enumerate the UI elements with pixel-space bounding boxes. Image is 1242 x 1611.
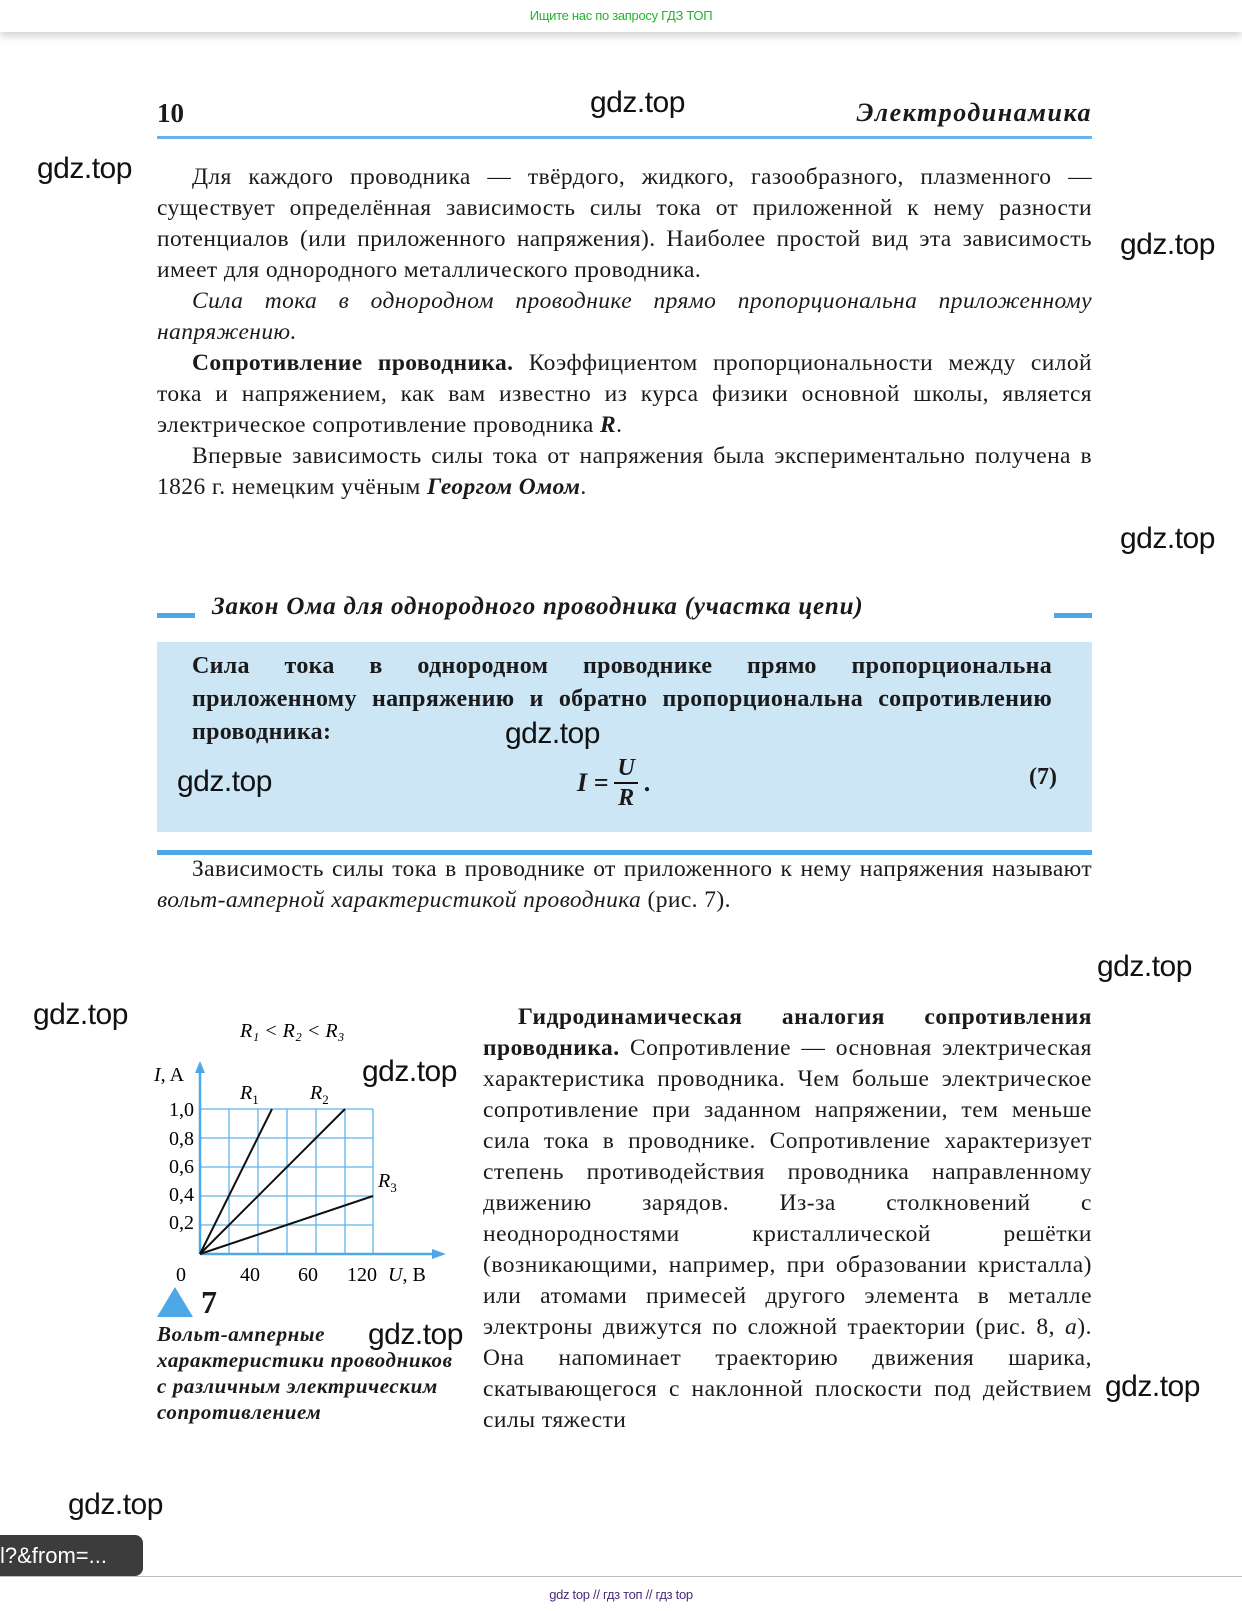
x-ticks [176,1264,377,1286]
watermark: gdz.top [590,86,685,119]
triangle-marker-icon [157,1287,193,1317]
law-statement: Сила тока в однородном проводнике прямо пропорциональна приложенному напряжению и обратно пропорциональна сопротивлению проводника: [192,653,1052,745]
page-number: 10 [157,98,184,128]
link-url-tooltip: l?&from=... [0,1535,143,1576]
iv-characteristic-graph [150,1007,460,1287]
title-bar-right [1054,613,1092,618]
caption-text: Вольт-амперные характеристики проводников с различным электрическим сопротивлением [157,1322,453,1424]
paragraph-3: Сопротивление проводника. Коэффициентом пропорциональности между силой тока и напряжением, как вам известно из курса физики основной школы, является электрическое сопротивление проводника R. [157,350,1092,438]
watermark: gdz.top [1120,522,1215,555]
textbook-page [0,32,1242,1572]
relation-label: R₁ < R₂ < R₃ [240,1020,345,1042]
vac-paragraph: Зависимость силы тока в проводнике от приложенного к нему напряжения называют вольт-амперной характеристикой проводника (рис. 7). [157,856,1092,913]
footer [0,1576,1242,1611]
y-axis-arrow-icon [195,1061,205,1073]
paragraph-2-italic: Сила тока в однородном проводнике прямо пропорциональна приложенному напряжению. [157,288,1092,345]
watermark: gdz.top [37,152,132,185]
watermark: gdz.top [33,998,128,1031]
hydro-heading: Гидродинамическая аналогия сопротивления проводника. [483,1004,1092,1061]
figure-number: 7 [201,1284,217,1320]
ohm-name: Георгом Омом [426,474,581,500]
svg-text:0,8: 0,8 [169,1128,194,1150]
svg-text:60: 60 [298,1264,318,1286]
y-ticks [169,1099,194,1234]
figure-caption [157,1284,457,1425]
svg-text:0: 0 [176,1264,186,1286]
resistance-heading: Сопротивление проводника. [192,350,514,376]
svg-text:U, B: U, B [388,1264,426,1286]
watermark: gdz.top [1105,1370,1200,1403]
fraction: $\frac{U}{R}$ [614,754,637,812]
watermark: gdz.top [505,717,600,750]
svg-text:0,6: 0,6 [169,1156,194,1178]
law-title: Закон Ома для однородного проводника (участка цепи) [212,593,864,620]
svg-text:1,0: 1,0 [169,1099,194,1121]
right-column-text: Гидродинамическая аналогия сопротивления проводника. Сопротивление — основная электрическая характеристика проводника. Чем больше электрическое сопротивление при заданном напряжении, тем меньше сила тока в проводнике. Сопротивление характеризует степень противодействия проводника направленному движению зарядов. Из-за столкновений с неоднородностями кристаллической решётки (возникающими, например, при образовании кристалла) или атомами примесей другого элемента в металле электроны движутся по сложной траектории (рис. 8, а). Она напоминает траекторию движения шарика, скатывающегося с наклонной плоскости под действием силы тяжести [483,1004,1092,1433]
paragraph-1: Для каждого проводника — твёрдого, жидкого, газообразного, плазменного — существует определённая зависимость силы тока от приложенной к нему разности потенциалов (или приложенного напряжения). Наиболее простой вид эта зависимость имеет для однородного металлического проводника. [157,164,1092,283]
paragraph-4: Впервые зависимость силы тока от напряжения была экспериментально получена в 1826 г. немецким учёным Георгом Омом. [157,443,1092,500]
ohm-law-box [157,642,1092,832]
ohm-formula: I = $\frac{U}{R}$ . [577,755,651,811]
symbol-r: R [600,412,617,438]
watermark: gdz.top [1097,950,1192,983]
top-banner [0,0,1242,32]
svg-text:0,2: 0,2 [169,1212,194,1234]
label-r1: $R_1$ [240,1082,259,1107]
svg-text:I, A: I, A [154,1064,185,1086]
svg-text:0,4: 0,4 [169,1184,194,1206]
svg-text:120: 120 [347,1264,377,1286]
label-r3: $R_3$ [378,1170,397,1195]
section-title: Электродинамика [856,98,1092,127]
watermark: gdz.top [368,1318,463,1351]
equation-number: (7) [1029,764,1057,790]
footer-links[interactable]: gdz top // гдз топ // гдз top [549,1587,693,1602]
watermark: gdz.top [1120,228,1215,261]
intro-text [157,162,1092,503]
law-title-row [157,593,1092,625]
watermark: gdz.top [177,765,272,798]
x-axis-arrow-icon [432,1249,446,1259]
label-r2: $R_2$ [310,1082,329,1107]
grid [200,1109,373,1254]
watermark: gdz.top [362,1055,457,1088]
title-bar-left [157,613,195,618]
watermark: gdz.top [68,1488,163,1521]
promo-text[interactable]: Ищите нас по запросу ГДЗ ТОП [529,8,713,23]
vac-term: вольт-амперной характеристикой проводника [157,887,642,913]
svg-text:40: 40 [240,1264,260,1286]
figure-7-chart [150,1007,460,1287]
